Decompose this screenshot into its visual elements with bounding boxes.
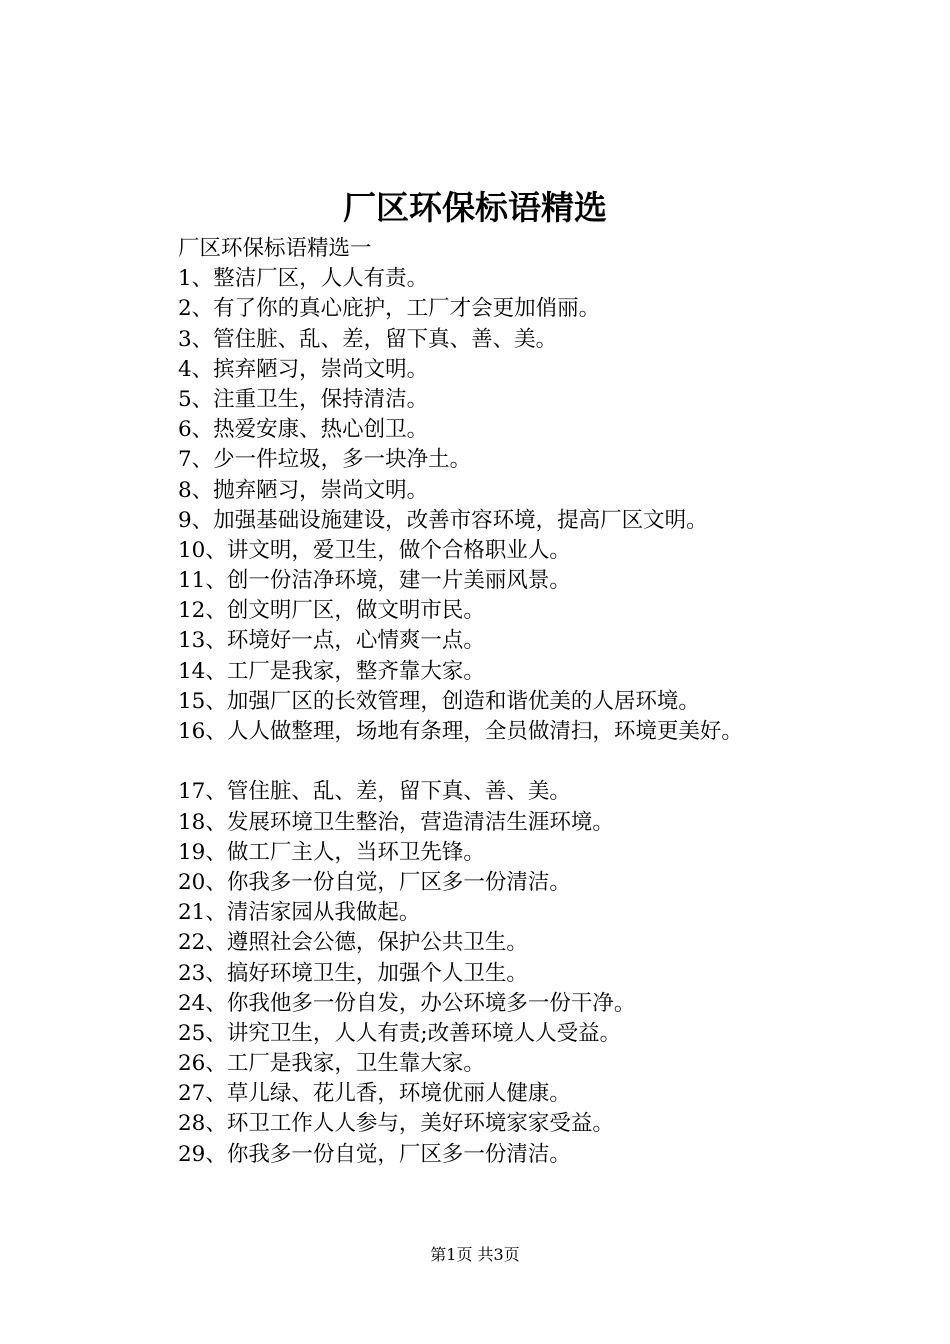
slogan-item: 6、热爱安康、热心创卫。 (178, 417, 429, 443)
section-subtitle: 厂区环保标语精选一 (178, 236, 372, 261)
slogan-item: 11、创一份洁净环境，建一片美丽风景。 (178, 568, 571, 594)
slogan-item: 17、管住脏、乱、差，留下真、善、美。 (178, 779, 571, 805)
document-body (178, 234, 868, 1170)
slogan-item: 13、环境好一点，心情爽一点。 (178, 628, 485, 654)
slogan-item: 3、管住脏、乱、差，留下真、善、美。 (178, 326, 558, 352)
slogan-item: 29、你我多一份自觉，厂区多一份清洁。 (178, 1141, 571, 1167)
slogan-item: 28、环卫工作人人参与，美好环境家家受益。 (178, 1111, 614, 1137)
slogan-item: 21、清洁家园从我做起。 (178, 900, 421, 926)
slogan-item: 22、遵照社会公德，保护公共卫生。 (178, 930, 528, 956)
slogan-item: 15、加强厂区的长效管理，创造和谐优美的人居环境。 (178, 688, 700, 714)
slogan-item: 26、工厂是我家，卫生靠大家。 (178, 1051, 485, 1077)
slogan-item: 14、工厂是我家，整齐靠大家。 (178, 658, 485, 684)
slogan-item: 8、抛弃陋习，崇尚文明。 (178, 477, 429, 503)
slogan-item: 2、有了你的真心庇护，工厂才会更加俏丽。 (178, 296, 601, 322)
slogan-item: 5、注重卫生，保持清洁。 (178, 386, 429, 412)
slogan-item: 23、搞好环境卫生，加强个人卫生。 (178, 960, 528, 986)
blank-line (178, 747, 868, 777)
slogan-item: 24、你我他多一份自发，办公环境多一份干净。 (178, 990, 636, 1016)
slogan-item: 4、摈弃陋习，崇尚文明。 (178, 356, 429, 382)
document-title: 厂区环保标语精选 (343, 188, 607, 227)
slogan-item: 27、草儿绿、花儿香，环境优丽人健康。 (178, 1081, 571, 1107)
slogan-item: 19、做工厂主人，当环卫先锋。 (178, 839, 485, 865)
slogan-item: 7、少一件垃圾，多一块净土。 (178, 447, 472, 473)
slogan-item: 20、你我多一份自觉，厂区多一份清洁。 (178, 869, 571, 895)
page-footer: 第1页 共3页 (430, 1245, 520, 1264)
slogan-item: 9、加强基础设施建设，改善市容环境，提高厂区文明。 (178, 507, 708, 533)
slogan-item: 10、讲文明，爱卫生，做个合格职业人。 (178, 537, 571, 563)
slogan-item: 18、发展环境卫生整治，营造清洁生涯环境。 (178, 809, 614, 835)
slogan-item: 25、讲究卫生，人人有责;改善环境人人受益。 (178, 1020, 622, 1046)
slogan-item: 12、创文明厂区，做文明市民。 (178, 598, 485, 624)
slogan-item: 1、整洁厂区，人人有责。 (178, 266, 429, 292)
slogan-item: 16、人人做整理，场地有条理，全员做清扫，环境更美好。 (178, 719, 743, 744)
